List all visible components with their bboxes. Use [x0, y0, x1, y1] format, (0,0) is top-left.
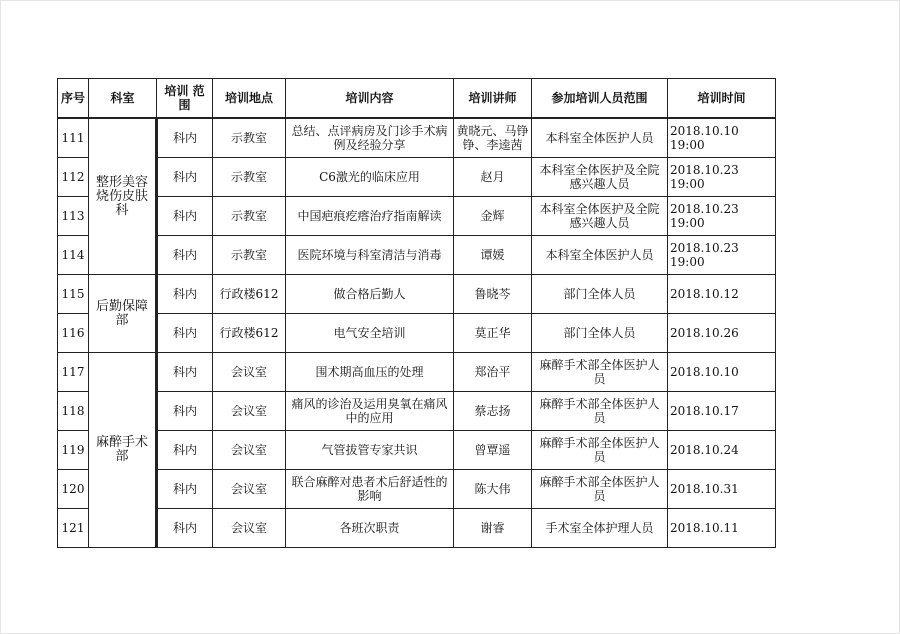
cell-time: 2018.10.10 19:00: [668, 118, 776, 158]
cell-scope: 科内: [157, 118, 213, 158]
cell-participants: 本科室全体医护人员: [532, 236, 668, 275]
cell-content: 各班次职责: [286, 509, 454, 548]
cell-content: 总结、点评病房及门诊手术病例及经验分享: [286, 118, 454, 158]
cell-participants: 部门全体人员: [532, 275, 668, 314]
header-location: 培训地点: [213, 79, 286, 119]
table-row: [58, 118, 776, 158]
cell-time: 2018.10.24: [668, 431, 776, 470]
cell-participants: 麻醉手术部全体医护人员: [532, 353, 668, 392]
cell-participants: 麻醉手术部全体医护人员: [532, 470, 668, 509]
cell-no: 112: [58, 158, 89, 197]
cell-scope: 科内: [157, 431, 213, 470]
cell-lecturer: 莫正华: [454, 314, 532, 353]
cell-content: 做合格后勤人: [286, 275, 454, 314]
cell-scope: 科内: [157, 275, 213, 314]
cell-location: 示教室: [213, 158, 286, 197]
cell-time: 2018.10.26: [668, 314, 776, 353]
header-participants: 参加培训人员范围: [532, 79, 668, 119]
cell-lecturer: 郑治平: [454, 353, 532, 392]
cell-time: 2018.10.23 19:00: [668, 197, 776, 236]
table-row: [58, 158, 776, 197]
training-schedule-table: [57, 78, 776, 548]
cell-time: 2018.10.10: [668, 353, 776, 392]
cell-location: 会议室: [213, 470, 286, 509]
cell-content: 联合麻醉对患者术后舒适性的影响: [286, 470, 454, 509]
cell-lecturer: 赵月: [454, 158, 532, 197]
cell-location: 行政楼612: [213, 275, 286, 314]
cell-location: 示教室: [213, 118, 286, 158]
cell-scope: 科内: [157, 470, 213, 509]
cell-location: 会议室: [213, 509, 286, 548]
cell-content: 围术期高血压的处理: [286, 353, 454, 392]
cell-content: 中国疤痕疙瘩治疗指南解读: [286, 197, 454, 236]
cell-lecturer: 谭媛: [454, 236, 532, 275]
cell-time: 2018.10.23 19:00: [668, 236, 776, 275]
cell-no: 115: [58, 275, 89, 314]
table-row: [58, 470, 776, 509]
header-row: [58, 79, 776, 119]
cell-scope: 科内: [157, 158, 213, 197]
table-row: [58, 509, 776, 548]
table-row: [58, 197, 776, 236]
cell-location: 会议室: [213, 392, 286, 431]
header-no: 序号: [58, 79, 89, 119]
cell-lecturer: 曾覃遥: [454, 431, 532, 470]
header-dept: 科室: [89, 79, 157, 119]
cell-scope: 科内: [157, 353, 213, 392]
cell-dept: 整形美容烧伤皮肤科: [89, 118, 157, 275]
header-content: 培训内容: [286, 79, 454, 119]
cell-no: 117: [58, 353, 89, 392]
cell-location: 行政楼612: [213, 314, 286, 353]
header-lecturer: 培训讲师: [454, 79, 532, 119]
cell-content: 医院环境与科室清洁与消毒: [286, 236, 454, 275]
cell-lecturer: 蔡志扬: [454, 392, 532, 431]
cell-location: 会议室: [213, 353, 286, 392]
table-row: [58, 275, 776, 314]
cell-participants: 麻醉手术部全体医护人员: [532, 392, 668, 431]
cell-dept: 麻醉手术部: [89, 353, 157, 548]
cell-no: 114: [58, 236, 89, 275]
cell-dept: 后勤保障部: [89, 275, 157, 353]
cell-no: 119: [58, 431, 89, 470]
cell-participants: 本科室全体医护及全院感兴趣人员: [532, 158, 668, 197]
cell-no: 116: [58, 314, 89, 353]
cell-time: 2018.10.31: [668, 470, 776, 509]
cell-participants: 本科室全体医护及全院感兴趣人员: [532, 197, 668, 236]
cell-lecturer: 鲁晓芩: [454, 275, 532, 314]
cell-lecturer: 黄晓元、马铮铮、李逵茜: [454, 118, 532, 158]
cell-no: 111: [58, 118, 89, 158]
cell-scope: 科内: [157, 314, 213, 353]
cell-time: 2018.10.12: [668, 275, 776, 314]
cell-scope: 科内: [157, 509, 213, 548]
table-row: [58, 236, 776, 275]
table-row: [58, 314, 776, 353]
cell-lecturer: 金辉: [454, 197, 532, 236]
cell-time: 2018.10.23 19:00: [668, 158, 776, 197]
cell-location: 会议室: [213, 431, 286, 470]
table-row: [58, 353, 776, 392]
cell-no: 118: [58, 392, 89, 431]
header-scope: 培训 范围: [157, 79, 213, 119]
cell-content: 痛风的诊治及运用臭氧在痛风中的应用: [286, 392, 454, 431]
cell-scope: 科内: [157, 236, 213, 275]
cell-participants: 麻醉手术部全体医护人员: [532, 431, 668, 470]
table-row: [58, 392, 776, 431]
cell-participants: 本科室全体医护人员: [532, 118, 668, 158]
table-row: [58, 431, 776, 470]
cell-lecturer: 陈大伟: [454, 470, 532, 509]
cell-no: 121: [58, 509, 89, 548]
cell-content: C6激光的临床应用: [286, 158, 454, 197]
cell-lecturer: 谢睿: [454, 509, 532, 548]
cell-location: 示教室: [213, 197, 286, 236]
header-time: 培训时间: [668, 79, 776, 119]
cell-no: 120: [58, 470, 89, 509]
cell-location: 示教室: [213, 236, 286, 275]
cell-scope: 科内: [157, 392, 213, 431]
cell-content: 气管拔管专家共识: [286, 431, 454, 470]
cell-content: 电气安全培训: [286, 314, 454, 353]
cell-no: 113: [58, 197, 89, 236]
cell-participants: 部门全体人员: [532, 314, 668, 353]
cell-time: 2018.10.11: [668, 509, 776, 548]
cell-scope: 科内: [157, 197, 213, 236]
cell-time: 2018.10.17: [668, 392, 776, 431]
cell-participants: 手术室全体护理人员: [532, 509, 668, 548]
